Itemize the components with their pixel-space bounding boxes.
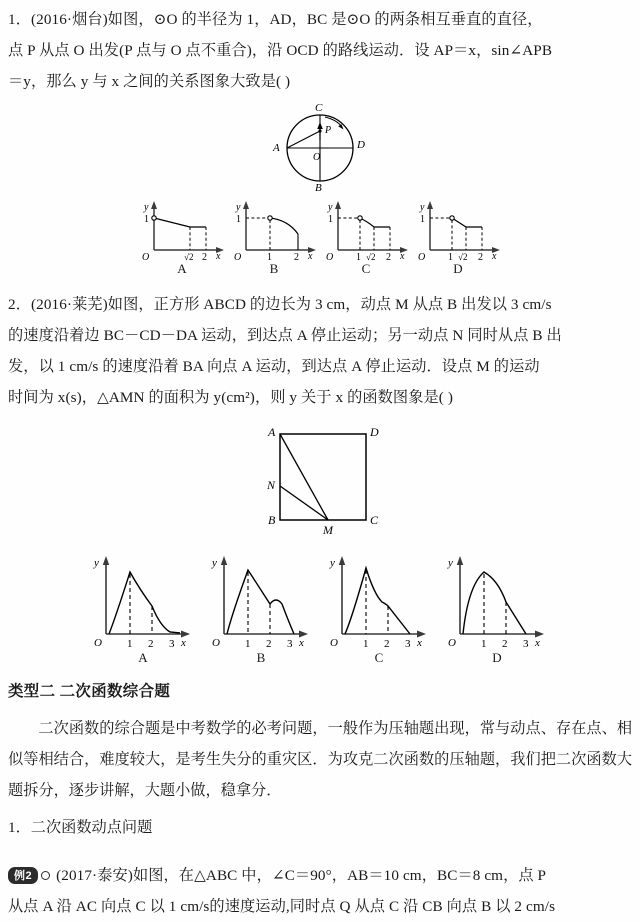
option-C-cell <box>320 196 412 277</box>
origin-label: O <box>330 637 338 649</box>
x-tick-2: 2 <box>294 252 299 262</box>
square-label-D: D <box>369 425 379 439</box>
p2-option-A-label: A <box>138 650 148 665</box>
example-2-block <box>8 860 632 922</box>
x-tick-1: 1 <box>127 638 133 650</box>
problem-1-line-2: 点 P 从点 O 出发(P 点与 O 点不重合)，沿 OCD 的路线运动．设 AP＝x，sin∠APB <box>8 42 553 59</box>
option-D-graph <box>412 196 504 262</box>
option-D-label: D <box>453 261 463 276</box>
x-tick-2: 2 <box>502 638 508 650</box>
option-C-graph <box>320 196 412 262</box>
p2-option-B-cell <box>202 546 320 666</box>
circle-label-C: C <box>315 102 323 114</box>
problem-2-line-2: 的速度沿着边 BC－CD－DA 运动，到达点 A 停止运动；另一动点 N 同时从点 B 出 <box>8 327 562 344</box>
x-tick-3: 3 <box>169 638 175 650</box>
x-axis-label: x <box>417 637 422 649</box>
point-P-dot <box>318 129 321 132</box>
y-tick-label: 1 <box>328 214 333 225</box>
p2-option-A-graph <box>84 546 202 651</box>
p2-option-B-label: B <box>256 650 266 665</box>
curve <box>452 218 482 227</box>
square-diagram-svg <box>248 420 393 540</box>
curve <box>345 568 410 634</box>
circle-label-D: D <box>357 139 365 151</box>
x-axis-label: x <box>216 251 221 262</box>
x-tick-sqrt2: √2 <box>184 252 194 262</box>
y-axis-arrow <box>339 556 345 565</box>
p2-option-C-label: C <box>374 650 384 665</box>
problem-2-line-3: 发，以 1 cm/s 的速度沿着 BA 向点 A 运动，到达点 A 停止运动．设点 M 的运动 <box>8 358 540 375</box>
option-C-label: C <box>361 261 371 276</box>
curve <box>227 570 294 634</box>
p2-option-B-graph <box>202 546 320 651</box>
curve <box>154 218 206 227</box>
x-axis-label: x <box>181 637 186 649</box>
y-axis-label: y <box>328 202 333 213</box>
problem-2-options <box>0 546 640 666</box>
segment-AP <box>287 131 320 148</box>
x-tick-1: 1 <box>481 638 487 650</box>
option-B-label: B <box>269 261 279 276</box>
y-axis-arrow <box>427 201 433 209</box>
y-axis-label: y <box>330 557 335 569</box>
y-tick-label: 1 <box>144 214 149 225</box>
x-tick-3: 3 <box>405 638 411 650</box>
square-ABCD <box>280 434 366 520</box>
circle-label-A: A <box>273 142 280 154</box>
x-tick-sqrt2: √2 <box>366 252 376 262</box>
origin-label: O <box>448 637 456 649</box>
x-axis-label: x <box>299 637 304 649</box>
section-heading: 类型二 二次函数综合题 <box>8 683 171 700</box>
x-tick-2: 2 <box>148 638 154 650</box>
y-tick-label: 1 <box>420 214 425 225</box>
origin-label: O <box>212 637 220 649</box>
arrow-OP-head <box>317 122 323 129</box>
example-number-badge: 例2 <box>8 867 38 884</box>
x-tick-1: 1 <box>245 638 251 650</box>
example-2-line-2: 从点 A 沿 AC 向点 C 以 1 cm/s的速度运动,同时点 Q 从点 C 沿 CB 向点 B 以 2 cm/s <box>8 898 556 915</box>
curve <box>109 572 180 634</box>
option-B-cell <box>228 196 320 277</box>
square-label-C: C <box>369 513 378 527</box>
option-D-cell <box>412 196 504 277</box>
p2-option-C-graph <box>320 546 438 651</box>
x-tick-1: 1 <box>267 252 272 262</box>
section-subheading: 1．二次函数动点问题 <box>8 819 153 836</box>
y-axis-label: y <box>420 202 425 213</box>
origin-label: O <box>326 252 334 262</box>
y-axis-label: y <box>94 557 99 569</box>
option-A-label: A <box>177 261 187 276</box>
y-axis-arrow <box>457 556 463 565</box>
problem-2-text-block <box>8 289 632 413</box>
option-A-graph <box>136 196 228 262</box>
square-label-M: M <box>322 523 333 537</box>
y-tick-label: 1 <box>236 214 241 225</box>
problem-1-figure <box>0 100 640 192</box>
x-tick-2: 2 <box>478 252 483 262</box>
x-tick-2: 2 <box>202 252 207 262</box>
open-endpoint <box>268 216 272 220</box>
problem-1-line-3: ＝y，那么 y 与 x 之间的关系图象大致是( ) <box>8 73 291 90</box>
y-axis-arrow <box>243 201 249 209</box>
x-axis-label: x <box>400 251 405 262</box>
origin-label: O <box>418 252 426 262</box>
x-tick-2: 2 <box>266 638 272 650</box>
segment-AM <box>280 434 328 520</box>
x-tick-1: 1 <box>448 252 453 262</box>
square-label-B: B <box>267 513 275 527</box>
x-tick-sqrt2: √2 <box>458 252 468 262</box>
origin-label: O <box>142 252 150 262</box>
problem-2-figure <box>0 420 640 540</box>
x-tick-3: 3 <box>287 638 293 650</box>
origin-label: O <box>94 637 102 649</box>
p2-option-C-cell <box>320 546 438 666</box>
square-label-N: N <box>266 478 275 492</box>
x-axis-label: x <box>535 637 540 649</box>
example-2-line-1: (2017·泰安)如图，在△ABC 中，∠C＝90°，AB＝10 cm，BC＝8 cm，点 P <box>56 867 547 884</box>
y-axis-label: y <box>212 557 217 569</box>
problem-1-options <box>0 196 640 277</box>
example-2-first-line <box>8 860 632 891</box>
x-tick-2: 2 <box>386 252 391 262</box>
circle-label-O: O <box>313 152 321 163</box>
curve <box>360 218 390 227</box>
y-axis-arrow <box>103 556 109 565</box>
origin-label: O <box>234 252 242 262</box>
p2-option-A-cell <box>84 546 202 666</box>
curve <box>270 218 298 234</box>
y-axis-label: y <box>448 557 453 569</box>
section-block <box>8 678 632 843</box>
segment-NM <box>280 486 328 520</box>
open-endpoint <box>358 216 362 220</box>
circle-diagram-svg <box>245 100 395 192</box>
open-endpoint <box>450 216 454 220</box>
circle-label-P: P <box>325 125 332 136</box>
y-axis-arrow <box>335 201 341 209</box>
option-A-cell <box>136 196 228 277</box>
p2-option-D-label: D <box>492 650 502 665</box>
x-tick-1: 1 <box>363 638 369 650</box>
problem-2-line-1: 2．(2016·莱芜)如图，正方形 ABCD 的边长为 3 cm，动点 M 从点 B 出发以 3 cm/s <box>8 296 552 313</box>
x-axis-label: x <box>308 251 313 262</box>
problem-1-line-1: 1．(2016·烟台)如图，⊙O 的半径为 1，AD，BC 是⊙O 的两条相互垂直的直径， <box>8 11 543 28</box>
option-B-graph <box>228 196 320 262</box>
square-label-A: A <box>267 425 275 439</box>
problem-2-line-4: 时间为 x(s)，△AMN 的面积为 y(cm²)，则 y 关于 x 的函数图象是( ) <box>8 389 454 406</box>
circle-label-B: B <box>315 182 322 192</box>
x-tick-3: 3 <box>523 638 529 650</box>
arc-direction-head <box>338 124 343 129</box>
section-paragraph: 二次函数的综合题是中考数学的必考问题，一般作为压轴题出现，常与动点、存在点、相似等相结合，难度较大，是考生失分的重灾区．为攻克二次函数的压轴题，我们把二次函数大题拆分，逐步讲解，大题小做，稳拿分． <box>8 720 632 799</box>
y-axis-label: y <box>144 202 149 213</box>
p2-option-D-cell <box>438 546 556 666</box>
x-axis-label: x <box>492 251 497 262</box>
x-tick-1: 1 <box>356 252 361 262</box>
badge-circle-icon <box>41 871 50 880</box>
open-endpoint <box>152 216 156 220</box>
p2-option-D-graph <box>438 546 556 651</box>
problem-1-text-block <box>8 4 632 97</box>
y-axis-label: y <box>236 202 241 213</box>
curve <box>463 572 526 634</box>
y-axis-arrow <box>221 556 227 565</box>
x-tick-2: 2 <box>384 638 390 650</box>
y-axis-arrow <box>151 201 157 209</box>
